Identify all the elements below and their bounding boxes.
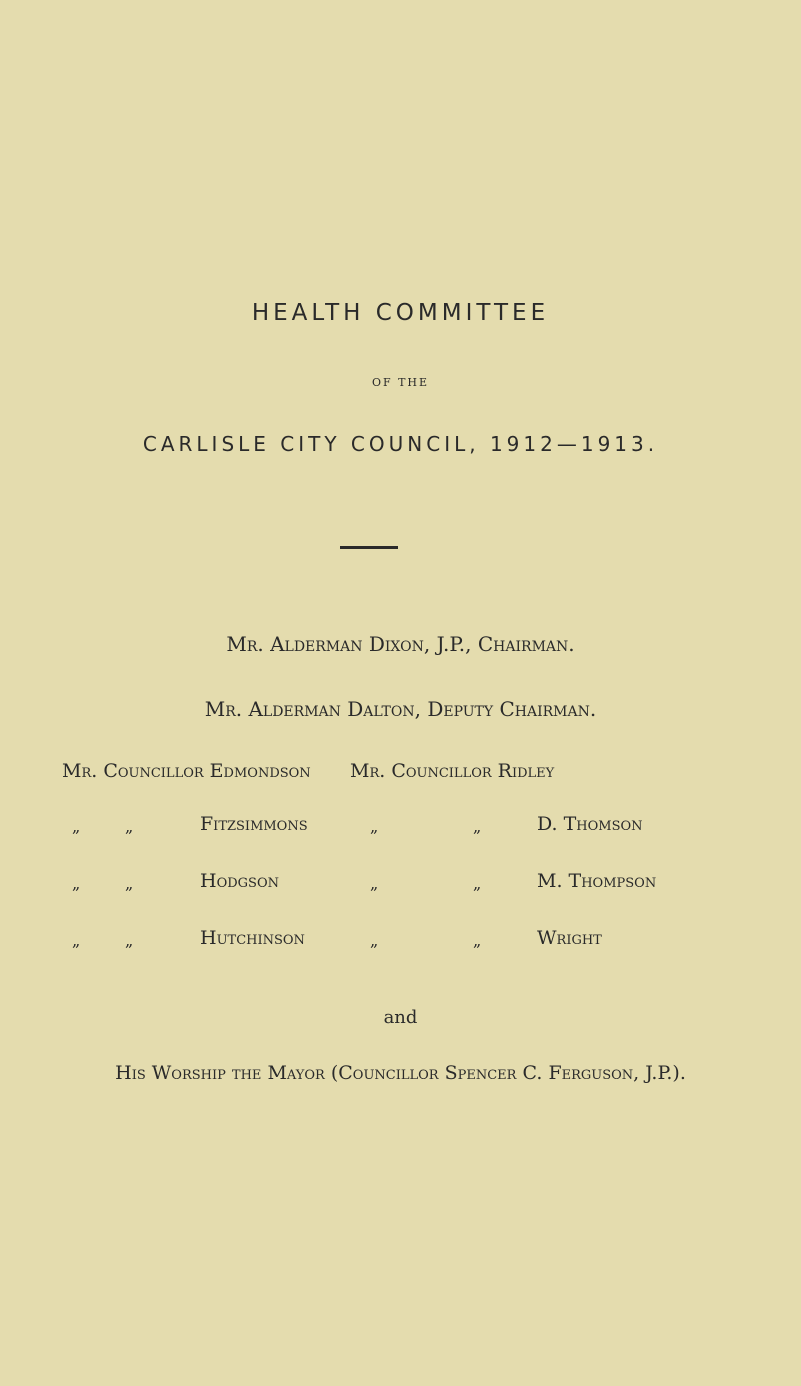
ditto-mark: „ — [125, 931, 134, 950]
member-left-name: Fitzsimmons — [200, 813, 308, 835]
ditto-mark: „ — [473, 931, 482, 950]
ditto-mark: „ — [72, 817, 81, 836]
committee-title: HEALTH COMMITTEE — [251, 300, 550, 326]
mayor-line: His Worship the Mayor (Councillor Spencer C. Ferguson, J.P.). — [115, 1062, 686, 1084]
and-conjunction: and — [383, 1007, 418, 1028]
member-right-name: Wright — [537, 927, 602, 949]
divider-rule — [340, 546, 398, 549]
member-right-first: Mr. Councillor Ridley — [350, 760, 555, 782]
of-the-caption: OF THE — [371, 376, 430, 389]
ditto-mark: „ — [370, 817, 379, 836]
ditto-mark: „ — [473, 874, 482, 893]
ditto-mark: „ — [72, 874, 81, 893]
member-right-name: M. Thompson — [537, 870, 657, 892]
member-left-name: Hodgson — [200, 870, 279, 892]
ditto-mark: „ — [370, 874, 379, 893]
ditto-mark: „ — [125, 874, 134, 893]
council-heading: CARLISLE CITY COUNCIL, 1912—1913. — [142, 432, 659, 456]
ditto-mark: „ — [72, 931, 81, 950]
ditto-mark: „ — [125, 817, 134, 836]
member-right-name: D. Thomson — [537, 813, 643, 835]
member-left-first: Mr. Councillor Edmondson — [62, 760, 311, 782]
deputy-chairman-line: Mr. Alderman Dalton, Deputy Chairman. — [204, 697, 597, 721]
chairman-line: Mr. Alderman Dixon, J.P., Chairman. — [226, 632, 575, 656]
member-left-name: Hutchinson — [200, 927, 305, 949]
ditto-mark: „ — [370, 931, 379, 950]
ditto-mark: „ — [473, 817, 482, 836]
